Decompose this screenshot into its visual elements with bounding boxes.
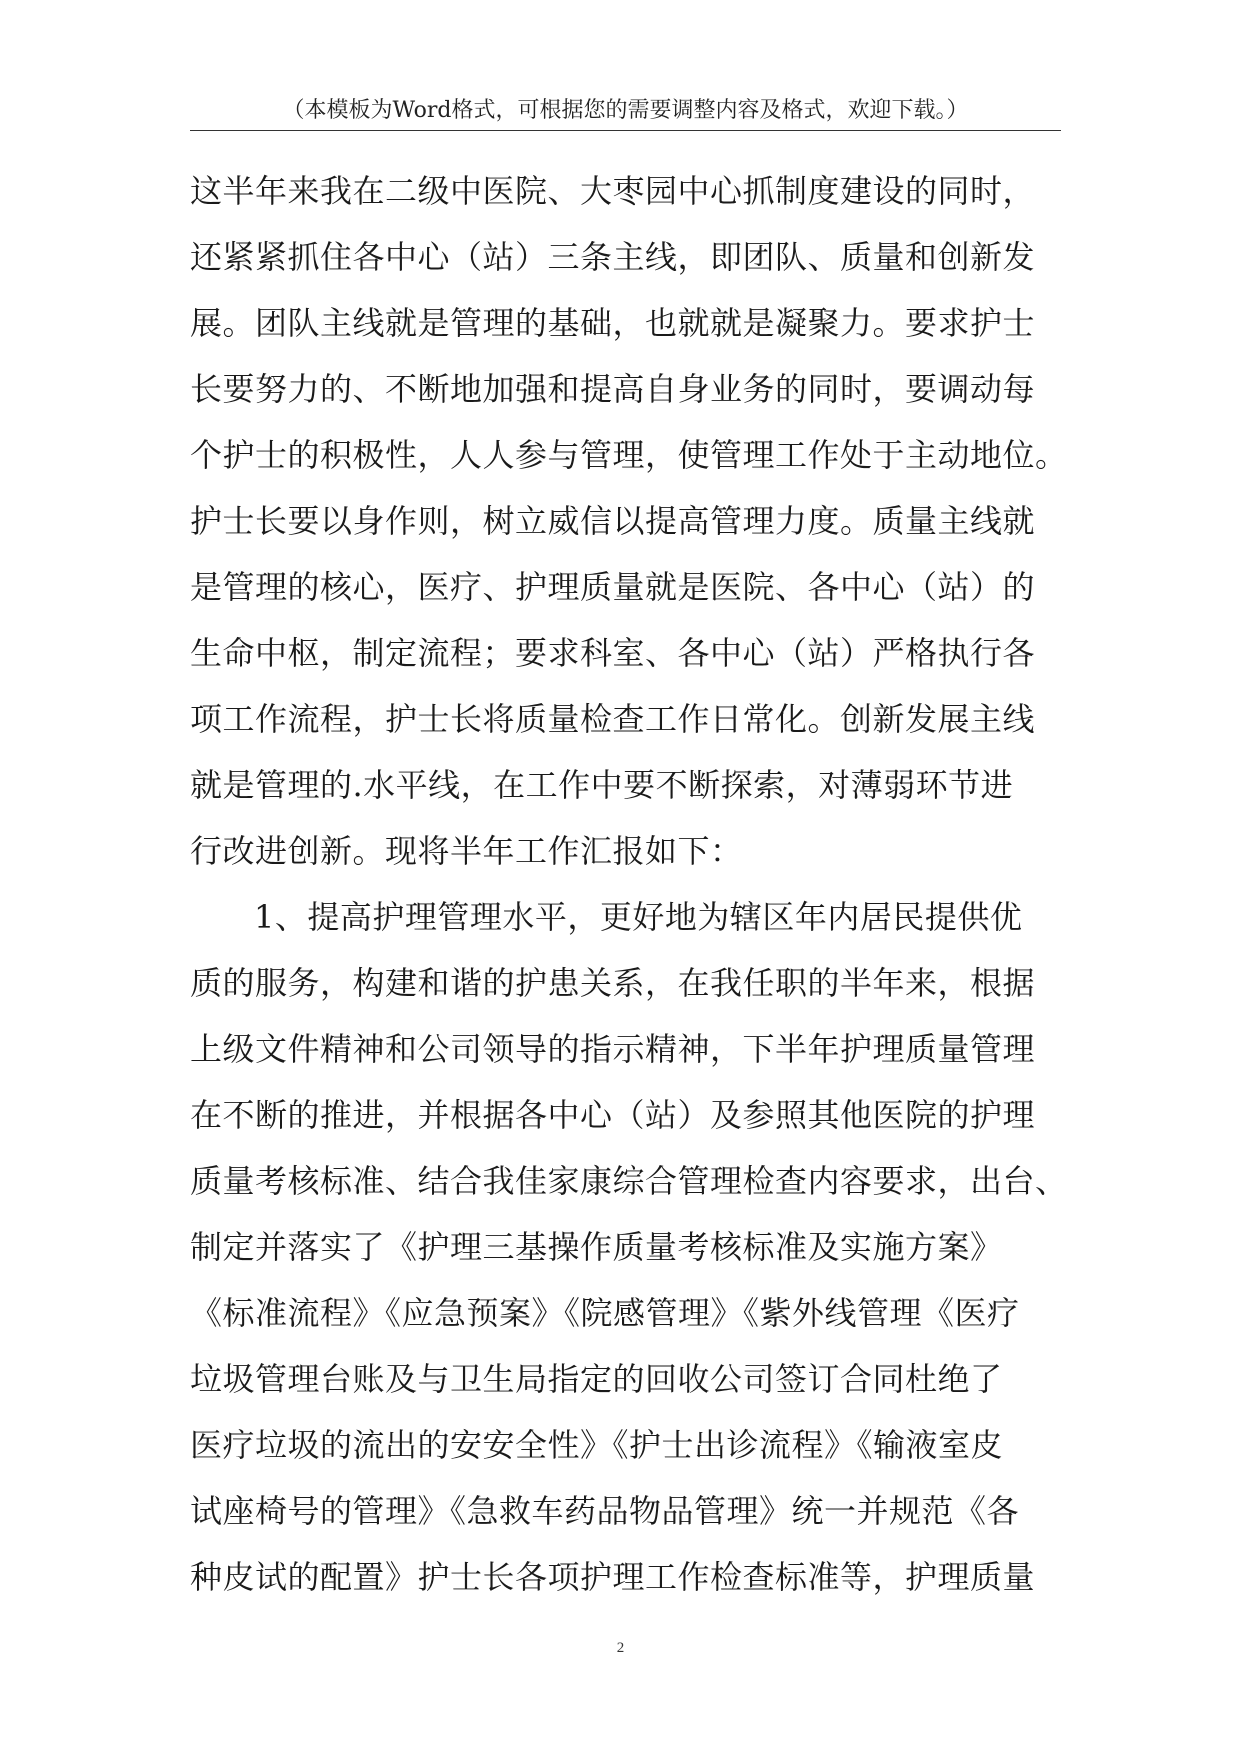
text-line: 生命中枢，制定流程；要求科室、各中心（站）严格执行各 bbox=[190, 634, 1036, 672]
body-text bbox=[190, 158, 1090, 1610]
header-note: （本模板为Word格式，可根据您的需要调整内容及格式，欢迎下载。） bbox=[282, 98, 969, 123]
text-line: 垃圾管理台账及与卫生局指定的回收公司签订合同杜绝了 bbox=[190, 1360, 1003, 1398]
text-line: 行改进创新。现将半年工作汇报如下： bbox=[190, 832, 743, 870]
text-line: 个护士的积极性，人人参与管理，使管理工作处于主动地位。 bbox=[190, 436, 1068, 474]
text-line-indented: 1、提高护理管理水平，更好地为辖区年内居民提供优 bbox=[254, 898, 1023, 936]
text-line: 上级文件精神和公司领导的指示精神，下半年护理质量管理 bbox=[190, 1030, 1036, 1068]
text-line: 质的服务，构建和谐的护患关系，在我任职的半年来，根据 bbox=[190, 964, 1036, 1002]
text-line: 这半年来我在二级中医院、大枣园中心抓制度建设的同时， bbox=[190, 172, 1036, 210]
text-line: 是管理的核心，医疗、护理质量就是医院、各中心（站）的 bbox=[190, 568, 1036, 606]
text-line: 展。团队主线就是管理的基础，也就就是凝聚力。要求护士 bbox=[190, 304, 1036, 342]
text-line: 质量考核标准、结合我佳家康综合管理检查内容要求，出台、 bbox=[190, 1162, 1068, 1200]
text-line: 制定并落实了《护理三基操作质量考核标准及实施方案》 bbox=[190, 1228, 1003, 1266]
page-number: 2 bbox=[616, 1640, 625, 1656]
text-line: 项工作流程，护士长将质量检查工作日常化。创新发展主线 bbox=[190, 700, 1036, 738]
text-line: 试座椅号的管理》《急救车药品物品管理》统一并规范《各 bbox=[190, 1492, 1020, 1530]
text-line: 《标准流程》《应急预案》《院感管理》《紫外线管理《医疗 bbox=[190, 1294, 1020, 1332]
text-line: 医疗垃圾的流出的安安全性》《护士出诊流程》《输液室皮 bbox=[190, 1426, 1004, 1464]
text-line: 种皮试的配置》护士长各项护理工作检查标准等，护理质量 bbox=[190, 1558, 1036, 1596]
text-line: 长要努力的、不断地加强和提高自身业务的同时，要调动每 bbox=[190, 370, 1036, 408]
text-line: 护士长要以身作则，树立威信以提高管理力度。质量主线就 bbox=[190, 502, 1036, 540]
text-line: 在不断的推进，并根据各中心（站）及参照其他医院的护理 bbox=[190, 1096, 1036, 1134]
header-divider bbox=[190, 130, 1061, 131]
text-line: 还紧紧抓住各中心（站）三条主线，即团队、质量和创新发 bbox=[190, 238, 1036, 276]
text-line: 就是管理的.水平线，在工作中要不断探索，对薄弱环节进 bbox=[190, 766, 1014, 804]
